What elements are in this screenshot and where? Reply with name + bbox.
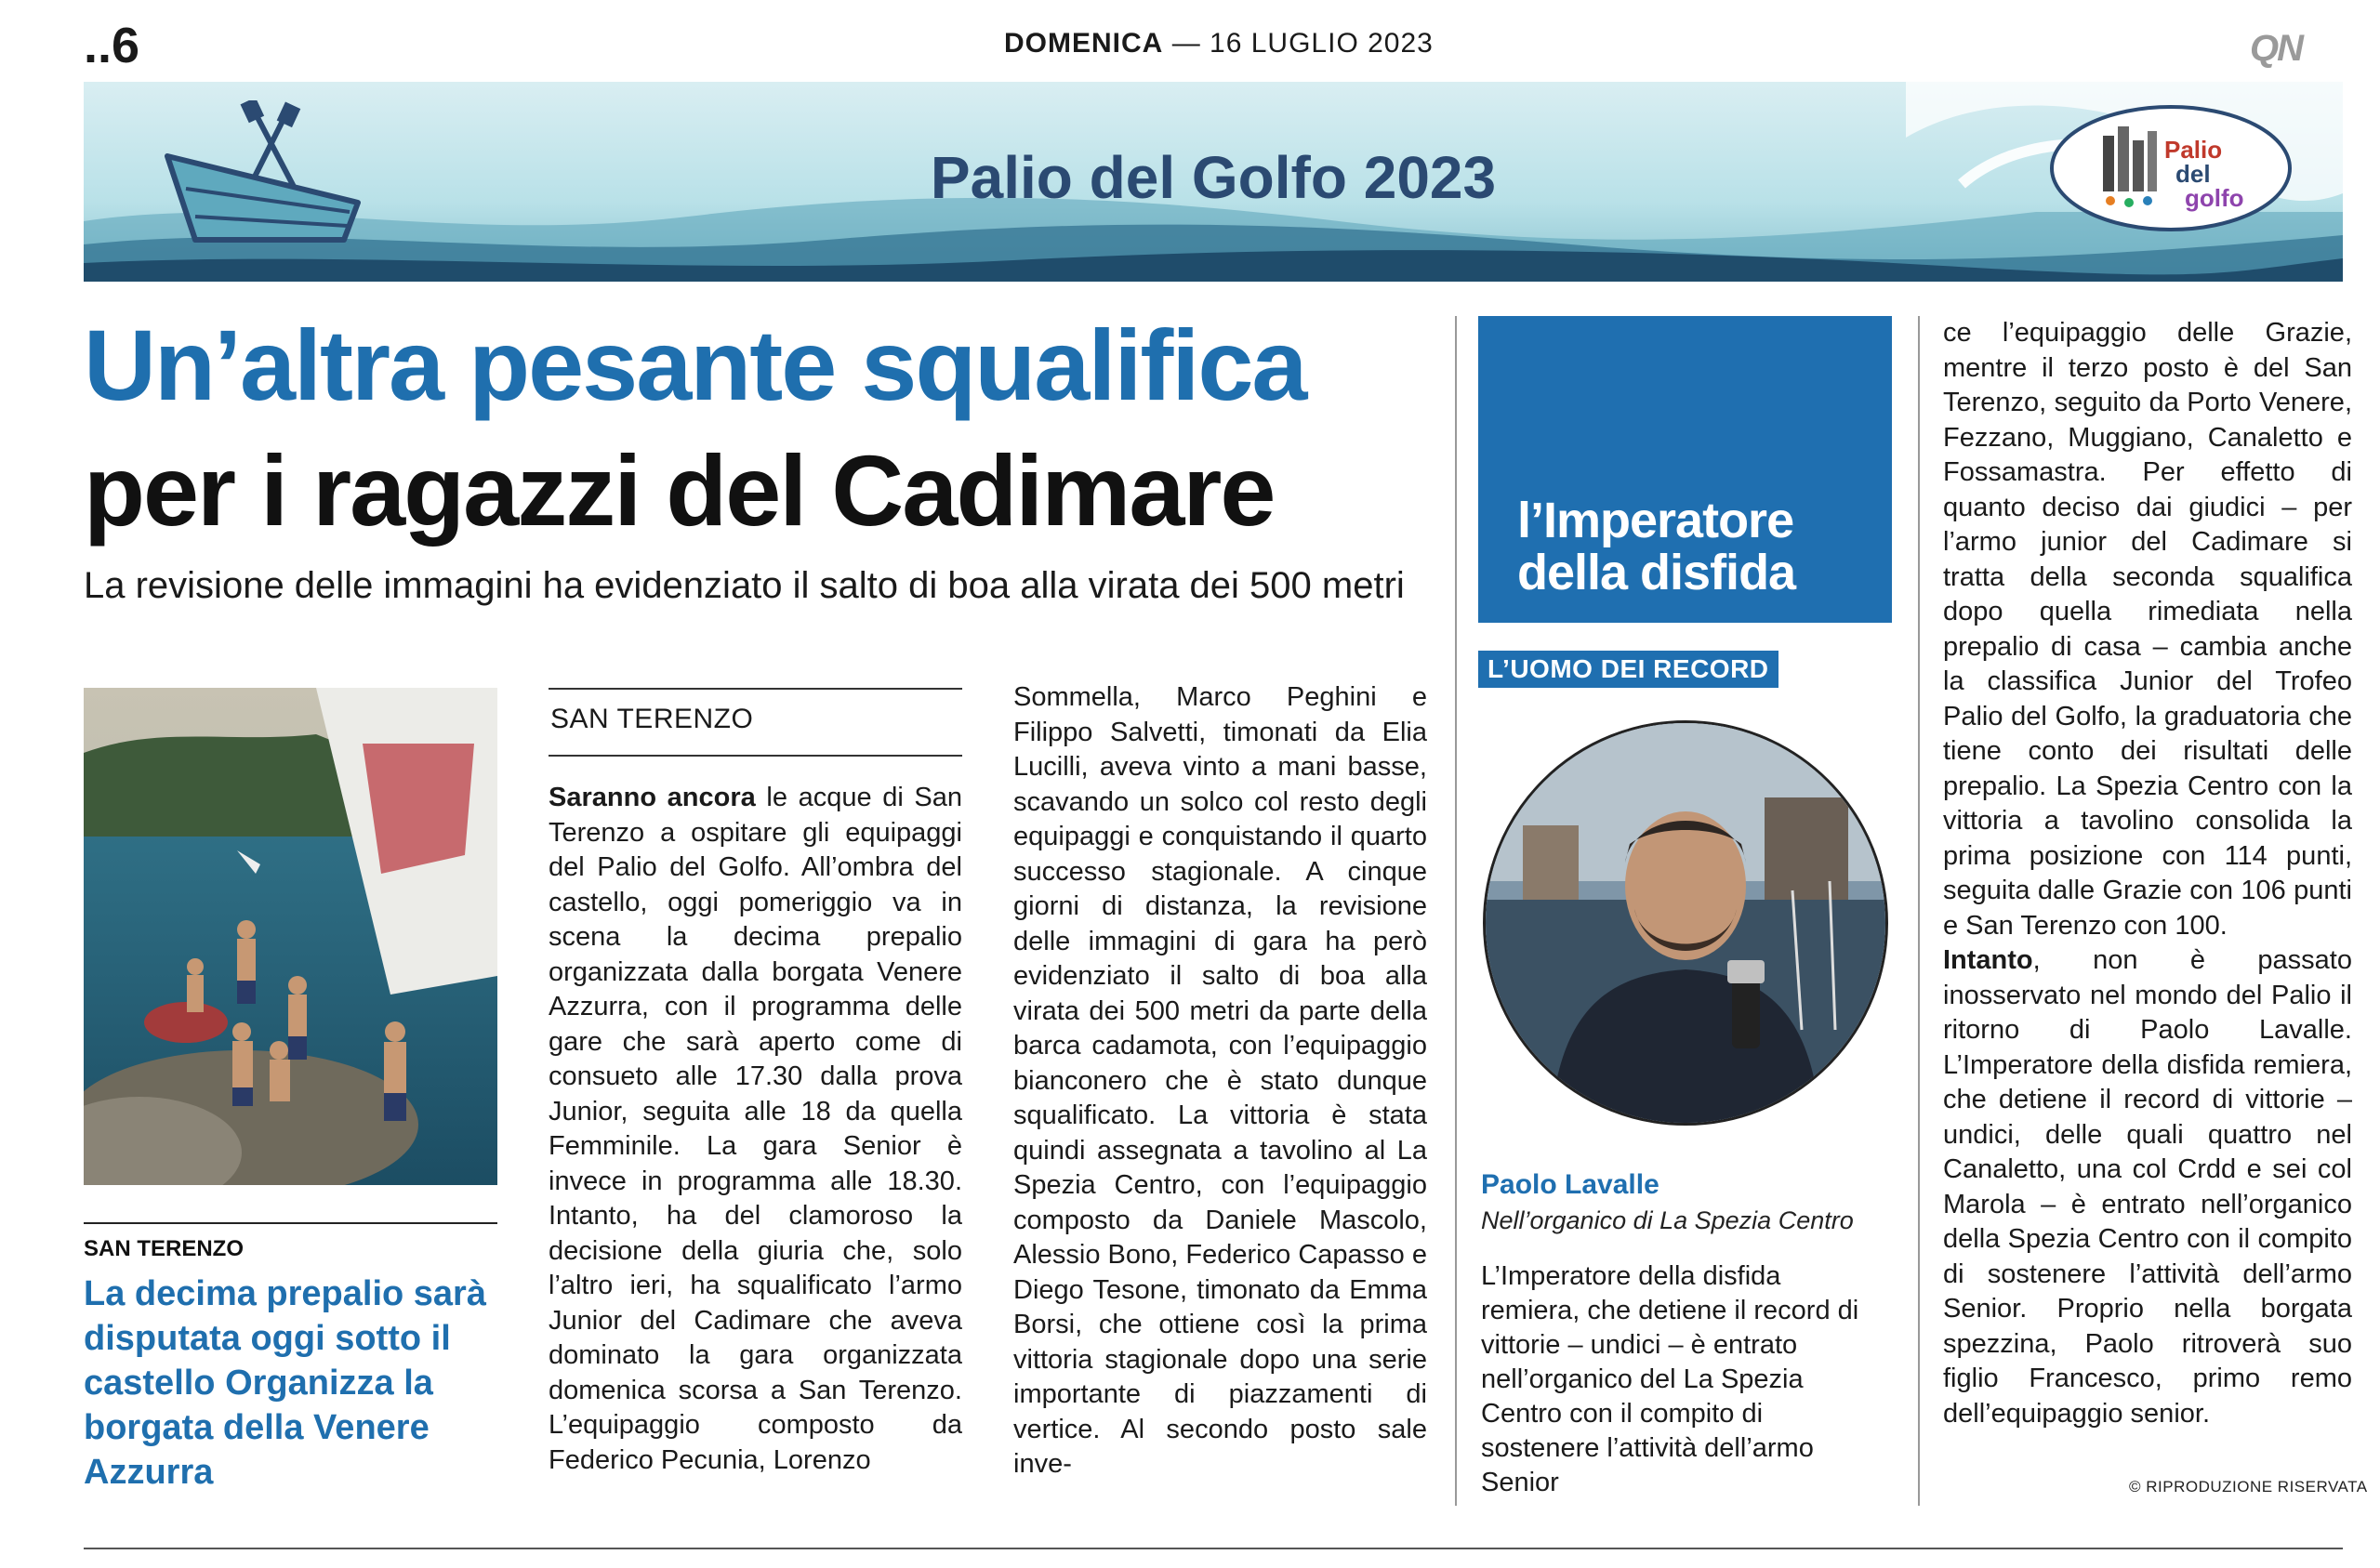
article-column-1 bbox=[549, 781, 962, 1478]
sidebar-role: Nell’organico di La Spezia Centro bbox=[1481, 1206, 1854, 1234]
palio-del-golfo-logo bbox=[2045, 99, 2296, 238]
place-rule-bottom bbox=[549, 755, 962, 757]
article-subtitle: La revisione delle immagini ha evidenziato il salto di boa alla virata dei 500 metri bbox=[84, 565, 1405, 606]
caption-rule bbox=[84, 1222, 497, 1224]
sidebar-text: L’Imperatore della disfida remiera, che detiene il record di vittorie – undici – è entrato nell’organico del La Spezia Centro con il compito di sostenere l’attività dell’armo Senior bbox=[1481, 1261, 1859, 1497]
column-4-bold: Intanto bbox=[1943, 945, 2033, 975]
page-number: ..6 bbox=[84, 18, 140, 73]
photo-scene bbox=[84, 688, 497, 1185]
column-4-text-2: , non è passato inosservato nel mondo del Palio il ritorno di Paolo Lavalle. L’Imperatore della disfida remiera, che detiene il record di vittorie – undici, delle quali quattro nel Canaletto, una col Crdd e sei col Marola – è entrato nell’organico della Spezia Centro con il compito di sostenere l’attività dell’armo Senior. Proprio nella borgata spezzina, Paolo ritroverà suo figlio Francesco, primo remo dell’equipaggio senior. bbox=[1943, 945, 2352, 1429]
column-1-text: le acque di San Terenzo a ospitare gli equipaggi del Palio del Golfo. All’ombra del castello, oggi pomeriggio va in scena la decima prepalio organizzata dalla borgata Venere Azzurra, con il programma delle gare che sarà aperto come di consueto alle 17.30 dalla prova Junior, seguita alle 18 da quella Femminile. La gara Senior è invece in programma alle 18.30. Intanto, ha del clamoroso la decisione della giuria che, solo l’altro ieri, ha squalificato l’armo Junior del Cadimare che aveva dominato la gara organizzata domenica scorsa a San Terenzo. L’equipaggio composto da Federico Pecunia, Lorenzo bbox=[549, 783, 963, 1475]
svg-text:golfo: golfo bbox=[2185, 184, 2244, 212]
column-rule-right bbox=[1918, 316, 1920, 1506]
portrait-paolo-lavalle bbox=[1483, 720, 1888, 1126]
article-place: SAN TERENZO bbox=[550, 704, 754, 734]
sidebar-title-line-2: della disfida bbox=[1517, 545, 1796, 600]
article-column-2 bbox=[1013, 680, 1427, 1482]
sidebar-title-line-1: l’Imperatore bbox=[1517, 493, 1794, 548]
dateline-date: 16 LUGLIO 2023 bbox=[1210, 28, 1434, 59]
dateline-day: DOMENICA bbox=[1004, 28, 1164, 59]
sidebar-title bbox=[1517, 494, 1795, 599]
sidebar-name: Paolo Lavalle bbox=[1481, 1169, 1659, 1200]
sidebar-tag: L’UOMO DEI RECORD bbox=[1478, 651, 1778, 688]
dateline-dash: — bbox=[1171, 28, 1201, 59]
section-banner bbox=[84, 82, 2343, 282]
section-title: Palio del Golfo 2023 bbox=[930, 144, 1497, 211]
article-column-4 bbox=[1943, 316, 2352, 1431]
copyright: © RIPRODUZIONE RISERVATA bbox=[2129, 1478, 2368, 1496]
column-2-text: Sommella, Marco Peghini e Filippo Salvetti, timonati da Elia Lucilli, aveva vinto a mani basse, scavando un solco col resto degli equipaggi e conquistando il quarto successo stagionale. A cinque giorni di distanza, la revisione delle immagini di gara ha però evidenziato il salto di boa alla virata dei 500 metri da parte della barca cadamota, con l’equipaggio bianconero che è stato dunque squalificato. La vittoria è stata quindi assegnata a tavolino al La Spezia Centro, con l’equipaggio composto da Daniele Mascolo, Alessio Bono, Federico Capasso e Diego Tesone, timonato da Emma Borsi, che ottiene così la prima vittoria stagionale dopo una serie importante di piazzamenti di vertice. Al secondo posto sale inve- bbox=[1013, 682, 1427, 1479]
qn-logo: QN bbox=[2250, 28, 2302, 69]
page-bottom-rule bbox=[84, 1548, 2343, 1549]
lead-bold: Saranno ancora bbox=[549, 783, 756, 812]
headline-line-2: per i ragazzi del Cadimare bbox=[84, 434, 1275, 547]
caption-kicker: SAN TERENZO bbox=[84, 1236, 245, 1261]
portrait-image bbox=[1486, 723, 1885, 1123]
svg-text:del: del bbox=[2175, 160, 2211, 188]
photo-san-terenzo bbox=[84, 688, 497, 1185]
column-rule-left bbox=[1455, 316, 1457, 1506]
headline-line-1: Un’altra pesante squalifica bbox=[84, 309, 1306, 421]
caption-text: La decima prepalio sarà disputata oggi sotto il castello Organizza la borgata della Venere Azzurra bbox=[84, 1274, 486, 1492]
column-4-text-1: ce l’equipaggio delle Grazie, mentre il terzo posto è del San Terenzo, seguito da Porto Venere, Fezzano, Muggiano, Canaletto e Fossamastra. Per effetto di quanto deciso dai giudici – per l’armo junior del Cadimare si tratta della seconda squalifica dopo quella rimediata nella prepalio di casa – cambia anche la classifica Junior del Trofeo Palio del Golfo, la graduatoria che tiene conto dei risultati delle prepalio. La Spezia Centro con la vittoria a tavolino consolida la prima posizione con 114 punti, seguita dalle Grazie con 106 punti e San Terenzo con 100. bbox=[1943, 318, 2352, 941]
dateline bbox=[1004, 28, 1434, 59]
svg-text:Palio: Palio bbox=[2164, 136, 2223, 164]
place-rule-top bbox=[549, 688, 962, 690]
